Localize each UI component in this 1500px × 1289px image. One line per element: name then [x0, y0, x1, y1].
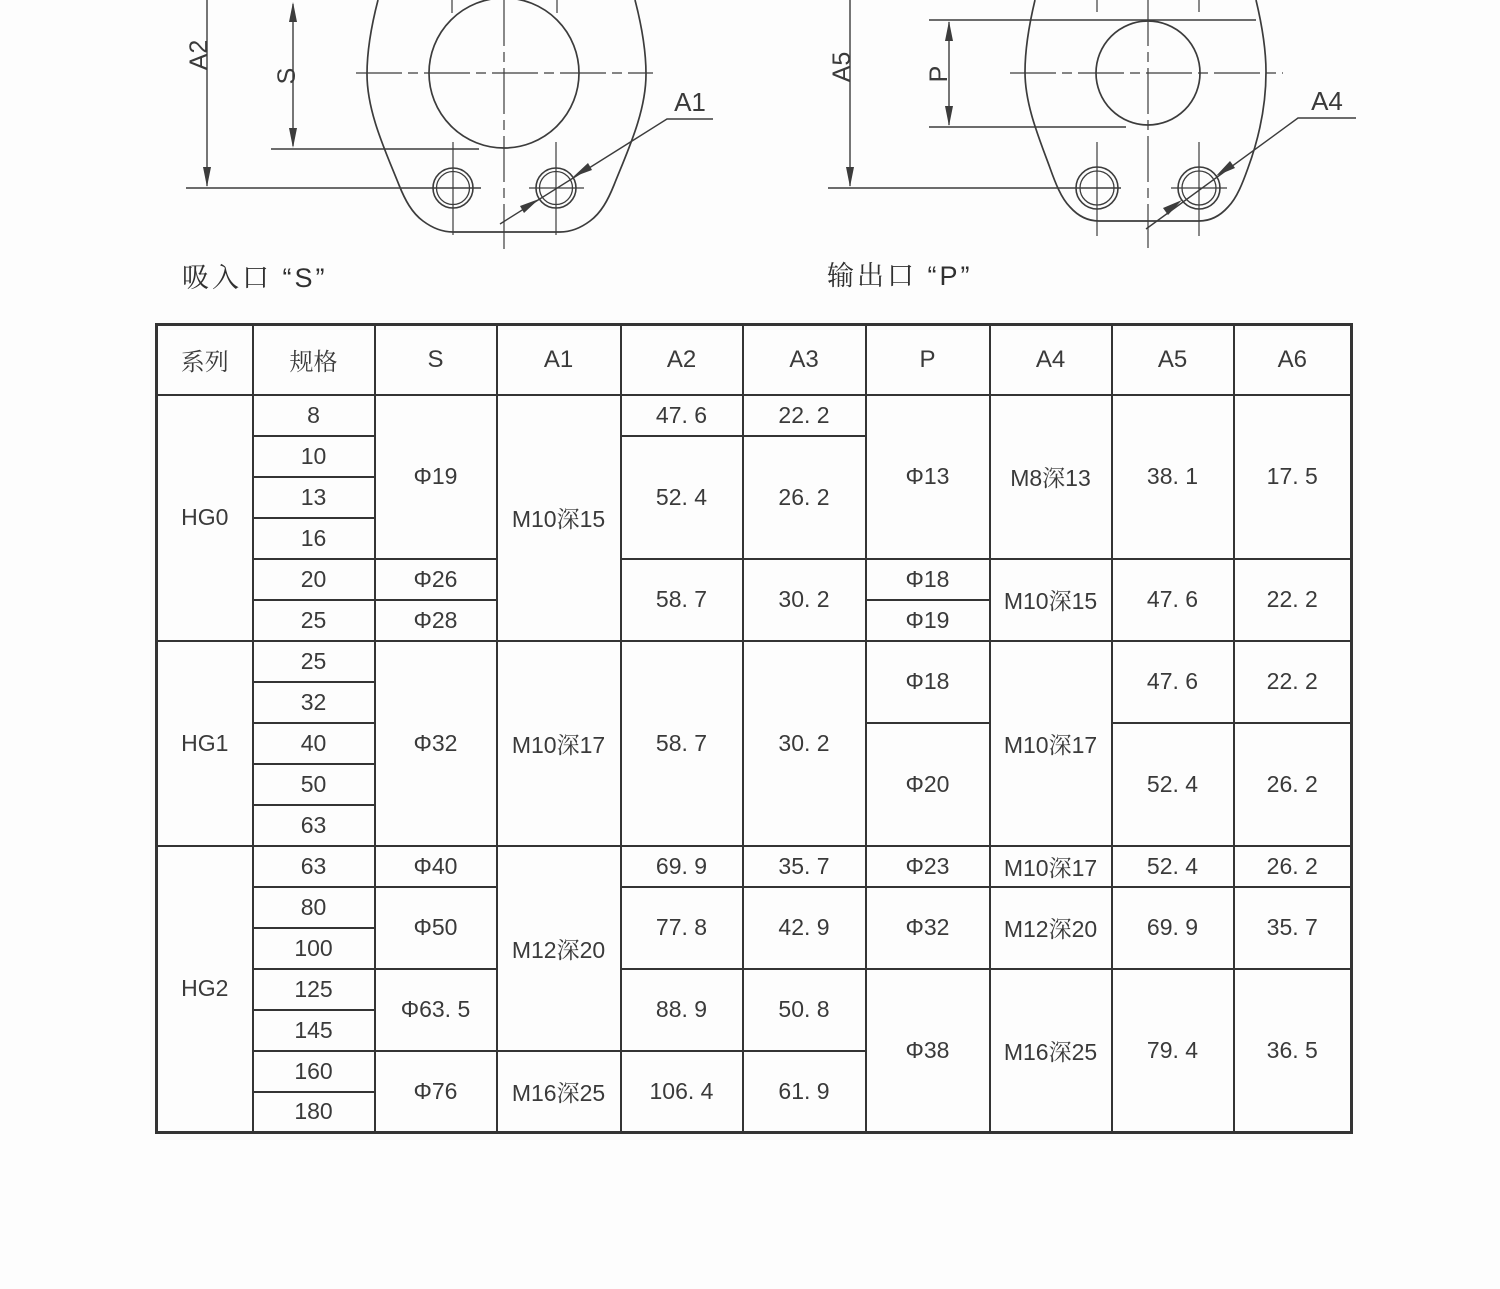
series-cell: HG0	[157, 395, 253, 641]
series-cell: HG2	[157, 846, 253, 1133]
pressure-port-drawing	[828, 0, 1356, 248]
table-cell: M10深15	[990, 559, 1112, 641]
table-cell: 35. 7	[1234, 887, 1352, 969]
column-header-spec: 规格	[253, 325, 375, 395]
table-cell: M12深20	[990, 887, 1112, 969]
table-cell: Φ18	[866, 641, 990, 723]
dim-label-p: P	[924, 65, 953, 83]
dim-label-a5: A5	[827, 51, 856, 83]
table-cell: 22. 2	[1234, 559, 1352, 641]
column-header-a4: A4	[990, 325, 1112, 395]
table-cell: 125	[253, 969, 375, 1010]
dim-label-a1: A1	[674, 87, 706, 117]
table-cell: Φ63. 5	[375, 969, 497, 1051]
suction-port-caption: 吸入口 “S”	[182, 263, 328, 293]
table-cell: 35. 7	[743, 846, 866, 887]
table-cell: 38. 1	[1112, 395, 1234, 559]
arrowhead	[573, 163, 592, 177]
table-cell: 106. 4	[621, 1051, 743, 1133]
table-cell: M10深17	[990, 641, 1112, 846]
arrowhead	[945, 21, 953, 41]
table-cell: M12深20	[497, 846, 621, 1051]
table-cell: 100	[253, 928, 375, 969]
column-header-a3: A3	[743, 325, 866, 395]
arrowhead	[289, 128, 297, 148]
table-cell: 52. 4	[1112, 846, 1234, 887]
leader-a1	[500, 87, 713, 224]
table-cell: 17. 5	[1234, 395, 1352, 559]
table-cell: M10深17	[497, 641, 621, 846]
table-cell: 69. 9	[621, 846, 743, 887]
table-cell: M10深17	[990, 846, 1112, 887]
table-cell: 10	[253, 436, 375, 477]
table-cell: M10深15	[497, 395, 621, 641]
table-cell: 47. 6	[1112, 559, 1234, 641]
table-cell: 22. 2	[743, 395, 866, 436]
table-cell: Φ40	[375, 846, 497, 887]
table-cell: Φ18	[866, 559, 990, 600]
table-cell: Φ50	[375, 887, 497, 969]
table-cell: 77. 8	[621, 887, 743, 969]
pressure-port-caption: 输出口 “P”	[827, 261, 973, 291]
table-cell: 47. 6	[621, 395, 743, 436]
dimension-spec-table	[155, 323, 1353, 1134]
table-cell: 25	[253, 600, 375, 641]
dim-label-a2: A2	[184, 39, 213, 71]
column-header-a2: A2	[621, 325, 743, 395]
table-cell: Φ23	[866, 846, 990, 887]
table-cell: Φ13	[866, 395, 990, 559]
table-cell: 40	[253, 723, 375, 764]
table-cell: M16深25	[497, 1051, 621, 1133]
arrowhead	[203, 167, 211, 187]
table-cell: Φ38	[866, 969, 990, 1133]
dimension-a2	[185, 0, 481, 188]
column-header-p: P	[866, 325, 990, 395]
table-cell: 26. 2	[1234, 846, 1352, 887]
dimension-a5	[828, 0, 1121, 188]
table-cell: Φ28	[375, 600, 497, 641]
table-cell: 58. 7	[621, 641, 743, 846]
table-cell: 30. 2	[743, 559, 866, 641]
table-cell: 145	[253, 1010, 375, 1051]
table-cell: Φ26	[375, 559, 497, 600]
column-header-series: 系列	[157, 325, 253, 395]
table-cell: 69. 9	[1112, 887, 1234, 969]
table-cell: 8	[253, 395, 375, 436]
table-cell: 61. 9	[743, 1051, 866, 1133]
table-cell: 47. 6	[1112, 641, 1234, 723]
column-header-s: S	[375, 325, 497, 395]
table-cell: Φ19	[375, 395, 497, 559]
table-cell: 88. 9	[621, 969, 743, 1051]
arrowhead	[1163, 200, 1182, 215]
table-cell: 26. 2	[1234, 723, 1352, 846]
column-header-a5: A5	[1112, 325, 1234, 395]
dim-label-s: S	[272, 67, 301, 85]
arrowhead	[846, 167, 854, 187]
column-header-a1: A1	[497, 325, 621, 395]
table-cell: 32	[253, 682, 375, 723]
table-cell: 52. 4	[1112, 723, 1234, 846]
table-cell: 13	[253, 477, 375, 518]
table-cell: 50. 8	[743, 969, 866, 1051]
table-cell: 63	[253, 846, 375, 887]
table-cell: 16	[253, 518, 375, 559]
table-cell: Φ32	[375, 641, 497, 846]
table-cell: 63	[253, 805, 375, 846]
dim-label-a4: A4	[1311, 86, 1343, 116]
table-cell: 160	[253, 1051, 375, 1092]
table-cell: Φ20	[866, 723, 990, 846]
table-cell: 26. 2	[743, 436, 866, 559]
table-cell: 79. 4	[1112, 969, 1234, 1133]
table-cell: Φ32	[866, 887, 990, 969]
table-cell: 50	[253, 764, 375, 805]
table-cell: 22. 2	[1234, 641, 1352, 723]
table-cell: 36. 5	[1234, 969, 1352, 1133]
table-cell: 42. 9	[743, 887, 866, 969]
table-cell: M16深25	[990, 969, 1112, 1133]
table-cell: 20	[253, 559, 375, 600]
arrowhead	[1216, 161, 1235, 176]
suction-port-drawing	[185, 0, 713, 249]
series-cell: HG1	[157, 641, 253, 846]
table-cell: 25	[253, 641, 375, 682]
table-cell: 30. 2	[743, 641, 866, 846]
table-cell: 80	[253, 887, 375, 928]
table-cell: Φ76	[375, 1051, 497, 1133]
column-header-a6: A6	[1234, 325, 1352, 395]
table-cell: Φ19	[866, 600, 990, 641]
arrowhead	[520, 199, 539, 213]
table-cell: 180	[253, 1092, 375, 1133]
arrowhead	[289, 2, 297, 22]
table-cell: 52. 4	[621, 436, 743, 559]
suction-flange-outline	[367, 0, 646, 232]
arrowhead	[945, 106, 953, 126]
table-cell: 58. 7	[621, 559, 743, 641]
table-cell: M8深13	[990, 395, 1112, 559]
